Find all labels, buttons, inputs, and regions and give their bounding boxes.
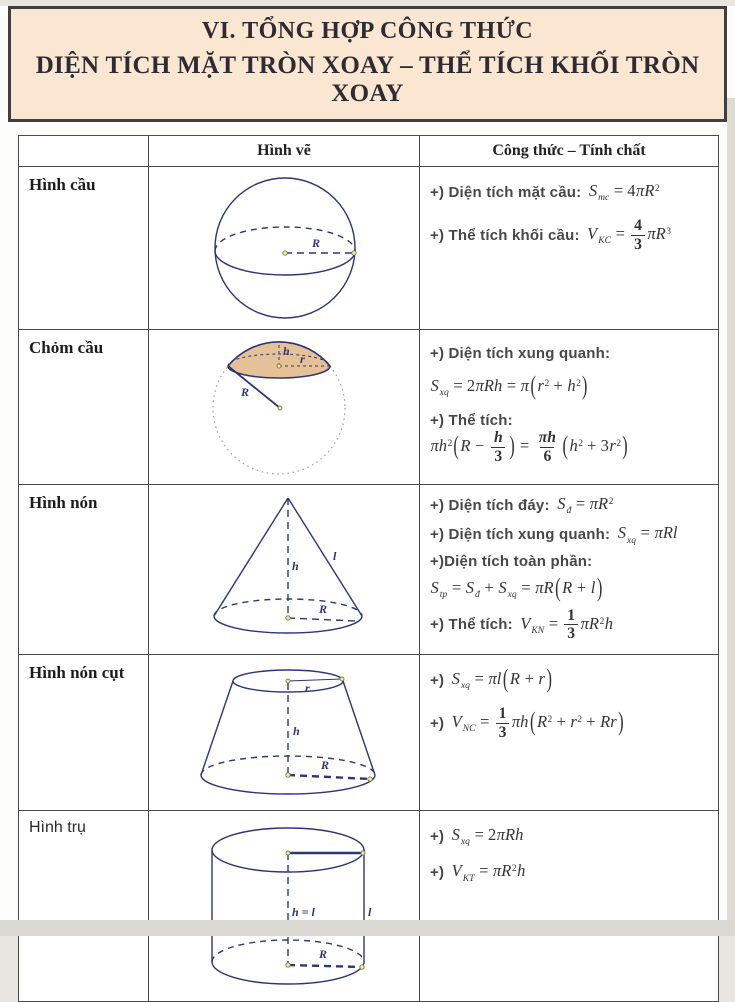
sphere-radius-label: R xyxy=(312,236,321,250)
formula-line xyxy=(430,825,712,847)
row-label-cone: Hình nón xyxy=(19,485,149,655)
cylinder-radius-label: R xyxy=(319,946,328,961)
formula-math: $S_{tp} = S_đ + S_{xq} = \pi R(R + l)$ xyxy=(430,571,603,602)
formula-table xyxy=(18,135,719,1002)
formula-line xyxy=(430,662,712,694)
formula-label: +) Diện tích mặt cầu: xyxy=(430,183,582,201)
formula-label: +) xyxy=(430,863,445,881)
spherical-cap-figure xyxy=(149,336,419,478)
formula-label: +) xyxy=(430,827,445,845)
formula-line xyxy=(430,861,712,883)
row-cylinder xyxy=(19,810,719,1001)
row-label-cylinder: Hình trụ xyxy=(19,810,149,1001)
cone-figure xyxy=(149,492,419,646)
formula-label: +) Diện tích xung quanh: xyxy=(430,344,611,362)
formula-label: +) xyxy=(430,714,445,732)
frustum-height-label: h xyxy=(293,723,300,738)
page-edge-bottom xyxy=(0,920,735,936)
row-label-truncated-cone: Hình nón cụt xyxy=(19,654,149,810)
sphere-figure xyxy=(149,173,419,323)
formula-label: +)Diện tích toàn phần: xyxy=(430,553,593,571)
row-spherical-cap xyxy=(19,330,719,485)
formula-cell-sphere xyxy=(420,167,719,330)
cone-slant-label: l xyxy=(333,549,337,564)
cap-height-label: h xyxy=(283,344,290,358)
header-empty xyxy=(19,136,149,167)
cylinder-side-label: l xyxy=(368,904,372,919)
cone-radius-label: R xyxy=(319,602,328,617)
title-banner xyxy=(8,6,727,122)
title-line2: DIỆN TÍCH MẶT TRÒN XOAY – THỂ TÍCH KHỐI TRÒN XOAY xyxy=(35,52,700,107)
formula-math: $V_{KC}$ = $\frac{4}{3}$ $\pi R^3$ xyxy=(587,217,672,253)
figure-cell-cylinder xyxy=(149,810,420,1001)
formula-line xyxy=(430,523,712,545)
cone-height-label: h xyxy=(292,559,299,574)
formula-math: $\pi h^2(R$ − $\frac{h}{3}$ ) = $\frac{\pi h}{6}$ $(h^2 + 3r^2)$ xyxy=(430,429,628,465)
formula-label: +) xyxy=(430,671,445,689)
formula-math: $S_đ = \pi R^2$ xyxy=(557,494,614,517)
formula-sheet-page xyxy=(0,6,735,961)
row-label-spherical-cap: Chỏm cầu xyxy=(19,330,149,485)
title-line1: VI. TỔNG HỢP CÔNG THỨC xyxy=(201,18,534,44)
header-drawing: Hình vẽ xyxy=(149,136,420,167)
formula-math: $S_{xq} = 2\pi Rh$ xyxy=(451,824,524,848)
formula-cell-spherical-cap xyxy=(420,330,719,485)
sphere-radius-label: R xyxy=(241,385,250,399)
formula-label: +) Diện tích xung quanh: xyxy=(430,525,611,543)
formula-math: $V_{NC}$ = $\frac{1}{3}$ $\pi h(R^2 + r^2 + Rr)$ xyxy=(451,705,624,741)
frustum-base-radius-label: R xyxy=(321,757,330,772)
formula-label: +) Thể tích: xyxy=(430,616,513,634)
formula-cell-truncated-cone xyxy=(420,654,719,810)
formula-line xyxy=(430,181,712,203)
formula-cell-cylinder xyxy=(420,810,719,1001)
formula-math: $S_{xq} = \pi Rl$ xyxy=(617,523,678,546)
formula-line xyxy=(430,370,712,401)
cap-radius-label: r xyxy=(300,352,305,366)
formula-math: $S_{xq} = 2\pi Rh = \pi(r^2 + h^2)$ xyxy=(430,370,588,401)
formula-line xyxy=(430,217,712,253)
page-edge-right xyxy=(727,98,735,936)
cylinder-figure xyxy=(149,817,419,995)
formula-line xyxy=(430,607,712,643)
row-truncated-cone xyxy=(19,654,719,810)
formula-line xyxy=(430,553,712,571)
formula-label: +) Diện tích đáy: xyxy=(430,496,550,514)
formula-cell-cone xyxy=(420,485,719,655)
header-row xyxy=(19,136,719,167)
formula-label: +) Thể tích khối cầu: xyxy=(430,226,580,244)
row-sphere xyxy=(19,167,719,330)
cylinder-axis-label: h = l xyxy=(292,904,315,919)
formula-math: $V_{KT} = \pi R^2h$ xyxy=(451,861,526,884)
formula-math: $S_{xq} = \pi l(R + r)$ xyxy=(451,662,552,694)
header-formula: Công thức – Tính chất xyxy=(420,136,719,167)
formula-line xyxy=(430,494,712,516)
figure-cell-spherical-cap xyxy=(149,330,420,485)
row-cone xyxy=(19,485,719,655)
truncated-cone-figure xyxy=(149,661,419,804)
formula-line xyxy=(430,412,712,465)
formula-line xyxy=(430,705,712,741)
formula-math: $S_{mc} = 4\pi R^2$ xyxy=(588,181,660,204)
figure-cell-cone xyxy=(149,485,420,655)
figure-cell-sphere xyxy=(149,167,420,330)
formula-math: $V_{KN}$ = $\frac{1}{3}$ $\pi R^2h$ xyxy=(520,606,613,643)
row-label-sphere: Hình cầu xyxy=(19,167,149,330)
formula-line xyxy=(430,571,712,602)
frustum-top-radius-label: r xyxy=(305,680,310,695)
formula-label: +) Thể tích: xyxy=(430,412,513,430)
formula-line xyxy=(430,344,712,362)
figure-cell-truncated-cone xyxy=(149,654,420,810)
